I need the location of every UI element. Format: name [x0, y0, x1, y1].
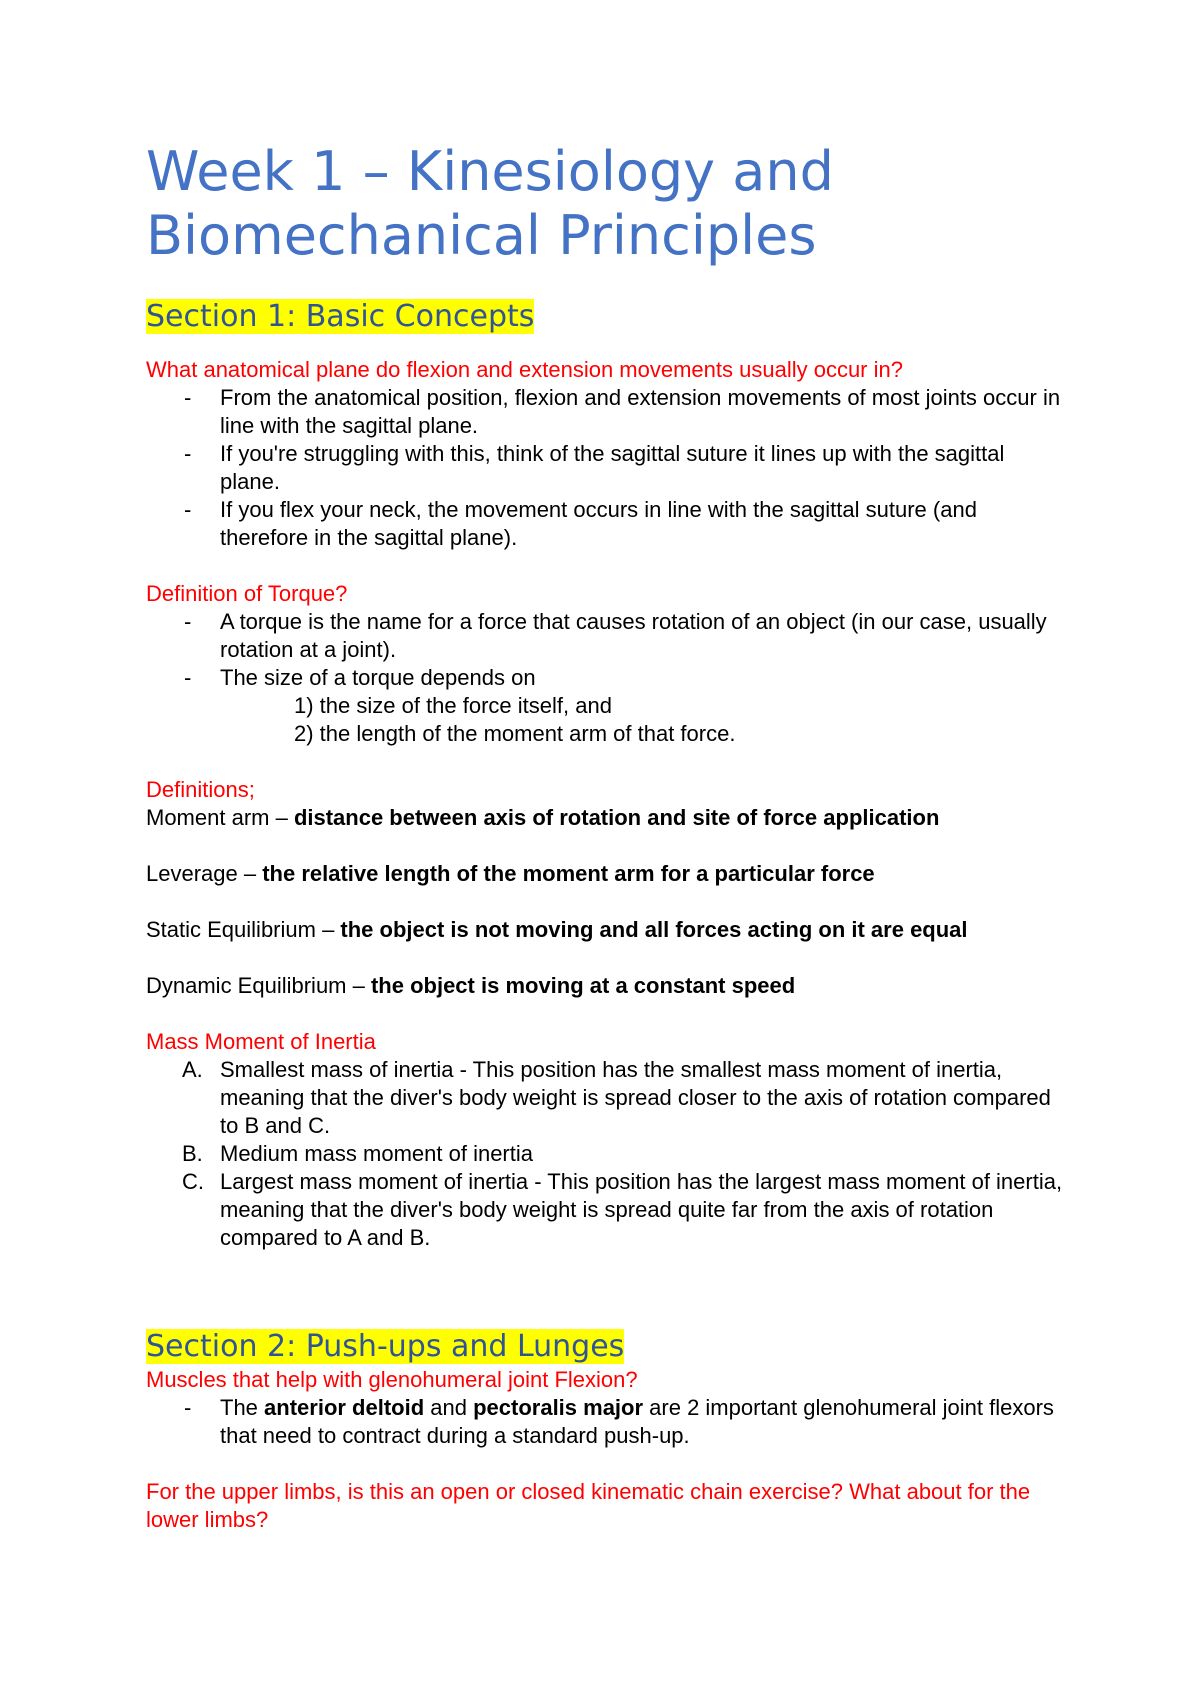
definition-term: Static Equilibrium – — [146, 917, 341, 942]
answer-pre: The — [220, 1395, 265, 1420]
inertia-list — [146, 1056, 1066, 1252]
answer-post: are 2 important glenohumeral joint flexors that need to contract during a standard push-up. — [220, 1395, 1054, 1448]
list-item — [146, 664, 1066, 692]
list-item — [146, 440, 1066, 496]
section-2-heading-text: Section 2: Push-ups and Lunges — [146, 1329, 625, 1364]
definitions-heading: Definitions; — [146, 777, 255, 802]
answer-mid: and — [424, 1395, 474, 1420]
list-item-text: If you flex your neck, the movement occurs in line with the sagittal suture (and therefore in the sagittal plane). — [220, 497, 977, 550]
list-item — [146, 496, 1066, 552]
title-line-2: Biomechanical Principles — [146, 204, 817, 267]
definition-term: Leverage – — [146, 861, 263, 886]
list-item — [146, 1140, 1066, 1168]
list-item — [146, 608, 1066, 664]
list-item — [146, 1394, 1066, 1450]
question-torque: Definition of Torque? — [146, 581, 348, 606]
list-item — [146, 1056, 1066, 1140]
definition-dynamic-equilibrium — [146, 972, 1066, 1000]
list-item-text: Largest mass moment of inertia - This position has the largest mass moment of inertia, meaning that the diver's body weight is spread quite far from the axis of rotation compared to A and B. — [220, 1169, 1063, 1250]
muscle-pectoralis-major: pectoralis major — [473, 1395, 644, 1420]
dash-marker: - — [184, 609, 192, 634]
dash-marker: - — [184, 1395, 192, 1420]
document-title — [146, 140, 1066, 268]
document-page — [146, 140, 1066, 1534]
dash-marker: - — [184, 497, 192, 522]
list-item — [146, 1168, 1066, 1252]
question-kinematic-chain: For the upper limbs, is this an open or closed kinematic chain exercise? What about for the lower limbs? — [146, 1479, 1031, 1532]
definition-term: Dynamic Equilibrium – — [146, 973, 371, 998]
list-item-text: A torque is the name for a force that causes rotation of an object (in our case, usually rotation at a joint). — [220, 609, 1047, 662]
list-item — [146, 384, 1066, 440]
section-1-heading — [146, 298, 1066, 336]
definition-text: distance between axis of rotation and site of force application — [293, 805, 940, 830]
definition-moment-arm — [146, 804, 1066, 832]
list-marker: C. — [182, 1169, 204, 1194]
definition-text: the object is moving at a constant speed — [370, 973, 796, 998]
torque-factor-2: 2) the length of the moment arm of that force. — [294, 721, 736, 746]
definition-text: the object is not moving and all forces acting on it are equal — [340, 917, 968, 942]
list-item-text: From the anatomical position, flexion and extension movements of most joints occur in line with the sagittal plane. — [220, 385, 1061, 438]
inertia-heading: Mass Moment of Inertia — [146, 1029, 376, 1054]
title-line-1: Week 1 – Kinesiology and — [146, 140, 834, 203]
list-marker: B. — [182, 1141, 203, 1166]
list-item-text: Medium mass moment of inertia — [220, 1141, 533, 1166]
list-item-text: The size of a torque depends on — [220, 665, 536, 690]
question-glenohumeral-flexion: Muscles that help with glenohumeral joint Flexion? — [146, 1367, 638, 1392]
muscle-anterior-deltoid: anterior deltoid — [264, 1395, 425, 1420]
list-item-text: If you're struggling with this, think of the sagittal suture it lines up with the sagittal plane. — [220, 441, 1005, 494]
definition-text: the relative length of the moment arm for a particular force — [262, 861, 875, 886]
dash-marker: - — [184, 441, 192, 466]
question-anatomical-plane: What anatomical plane do flexion and extension movements usually occur in? — [146, 357, 903, 382]
section-2-heading — [146, 1328, 1066, 1366]
definition-term: Moment arm – — [146, 805, 294, 830]
section-1-heading-text: Section 1: Basic Concepts — [146, 299, 535, 334]
dash-marker: - — [184, 385, 192, 410]
dash-marker: - — [184, 665, 192, 690]
torque-factor-1: 1) the size of the force itself, and — [294, 693, 612, 718]
definition-static-equilibrium — [146, 916, 1066, 944]
list-item-text: Smallest mass of inertia - This position has the smallest mass moment of inertia, meaning that the diver's body weight is spread closer to the axis of rotation compared to B and C. — [220, 1057, 1051, 1138]
list-marker: A. — [182, 1057, 203, 1082]
answer-list-anatomical-plane — [146, 384, 1066, 552]
answer-list-torque — [146, 608, 1066, 692]
definition-leverage — [146, 860, 1066, 888]
answer-list-glenohumeral — [146, 1394, 1066, 1450]
